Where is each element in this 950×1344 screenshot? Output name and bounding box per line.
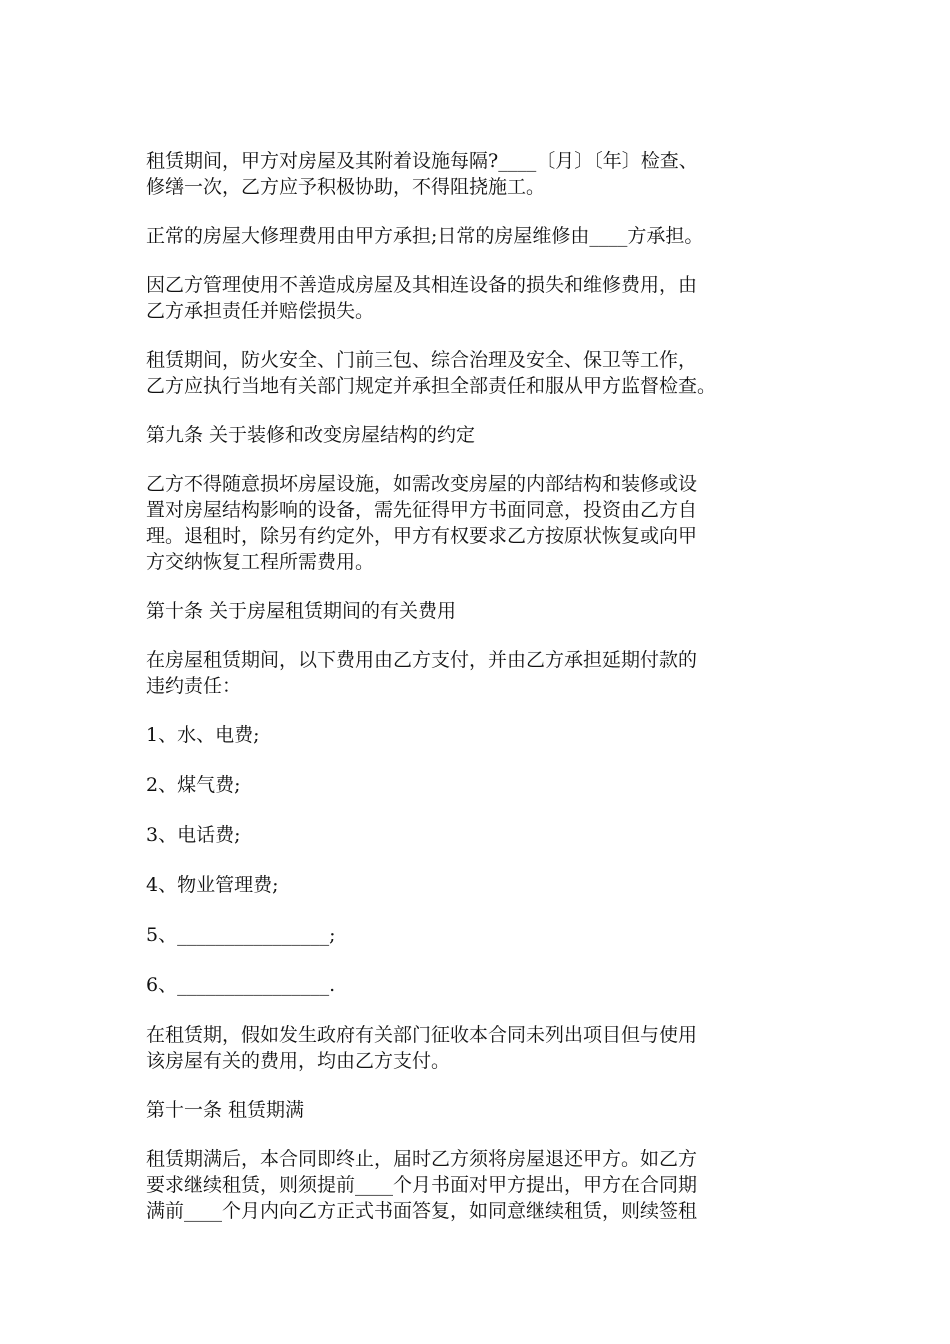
text-line: 第十条 关于房屋租赁期间的有关费用 [146,600,457,622]
paragraph-other-fees [146,1022,806,1074]
list-item-fee-3 [146,822,806,848]
text-line: 6、________________. [146,974,336,996]
text-line: 租赁期间，防火安全、门前三包、综合治理及安全、保卫等工作， [146,349,698,371]
text-line: 第十一条 租赁期满 [146,1099,305,1121]
paragraph-damage-liability [146,272,806,324]
list-item-fee-5 [146,922,806,948]
text-line: 满前____个月内向乙方正式书面答复，如同意继续租赁，则续签租 [146,1200,698,1222]
paragraph-inspection [146,148,806,200]
text-line: 第九条 关于装修和改变房屋结构的约定 [146,424,476,446]
section-heading-article-10 [146,598,806,624]
text-line: 要求继续租赁，则须提前____个月书面对甲方提出，甲方在合同期 [146,1174,698,1196]
text-line: 理。退租时，除另有约定外，甲方有权要求乙方按原状恢复或向甲 [146,525,698,547]
text-line: 1、水、电费; [146,724,260,746]
text-line: 乙方应执行当地有关部门规定并承担全部责任和服从甲方监督检查。 [146,375,717,397]
text-line: 在房屋租赁期间，以下费用由乙方支付，并由乙方承担延期付款的 [146,649,698,671]
text-line: 5、________________; [146,924,336,946]
text-line: 租赁期间，甲方对房屋及其附着设施每隔?____〔月〕〔年〕检查、 [146,150,698,172]
text-line: 方交纳恢复工程所需费用。 [146,551,375,573]
text-line: 3、电话费; [146,824,241,846]
text-line: 修缮一次，乙方应予积极协助，不得阻挠施工。 [146,176,546,198]
list-item-fee-2 [146,772,806,798]
text-line: 违约责任： [146,675,242,697]
text-line: 租赁期满后，本合同即终止，届时乙方须将房屋退还甲方。如乙方 [146,1148,698,1170]
text-line: 乙方承担责任并赔偿损失。 [146,300,375,322]
text-line: 在租赁期，假如发生政府有关部门征收本合同未列出项目但与使用 [146,1024,698,1046]
text-line: 该房屋有关的费用，均由乙方支付。 [146,1050,451,1072]
paragraph-safety [146,347,806,399]
section-heading-article-11 [146,1097,806,1123]
list-item-fee-6 [146,972,806,998]
document-page [146,148,806,1247]
list-item-fee-1 [146,722,806,748]
paragraph-renovation [146,471,806,575]
text-line: 乙方不得随意损坏房屋设施，如需改变房屋的内部结构和装修或设 [146,473,698,495]
text-line: 4、物业管理费; [146,874,279,896]
section-heading-article-9 [146,422,806,448]
text-line: 置对房屋结构影响的设备，需先征得甲方书面同意，投资由乙方自 [146,499,698,521]
paragraph-repair-costs [146,223,806,249]
list-item-fee-4 [146,872,806,898]
paragraph-lease-expiry [146,1146,806,1224]
paragraph-fees-intro [146,647,806,699]
text-line: 正常的房屋大修理费用由甲方承担;日常的房屋维修由____方承担。 [146,225,704,247]
text-line: 因乙方管理使用不善造成房屋及其相连设备的损失和维修费用，由 [146,274,698,296]
text-line: 2、煤气费; [146,774,241,796]
